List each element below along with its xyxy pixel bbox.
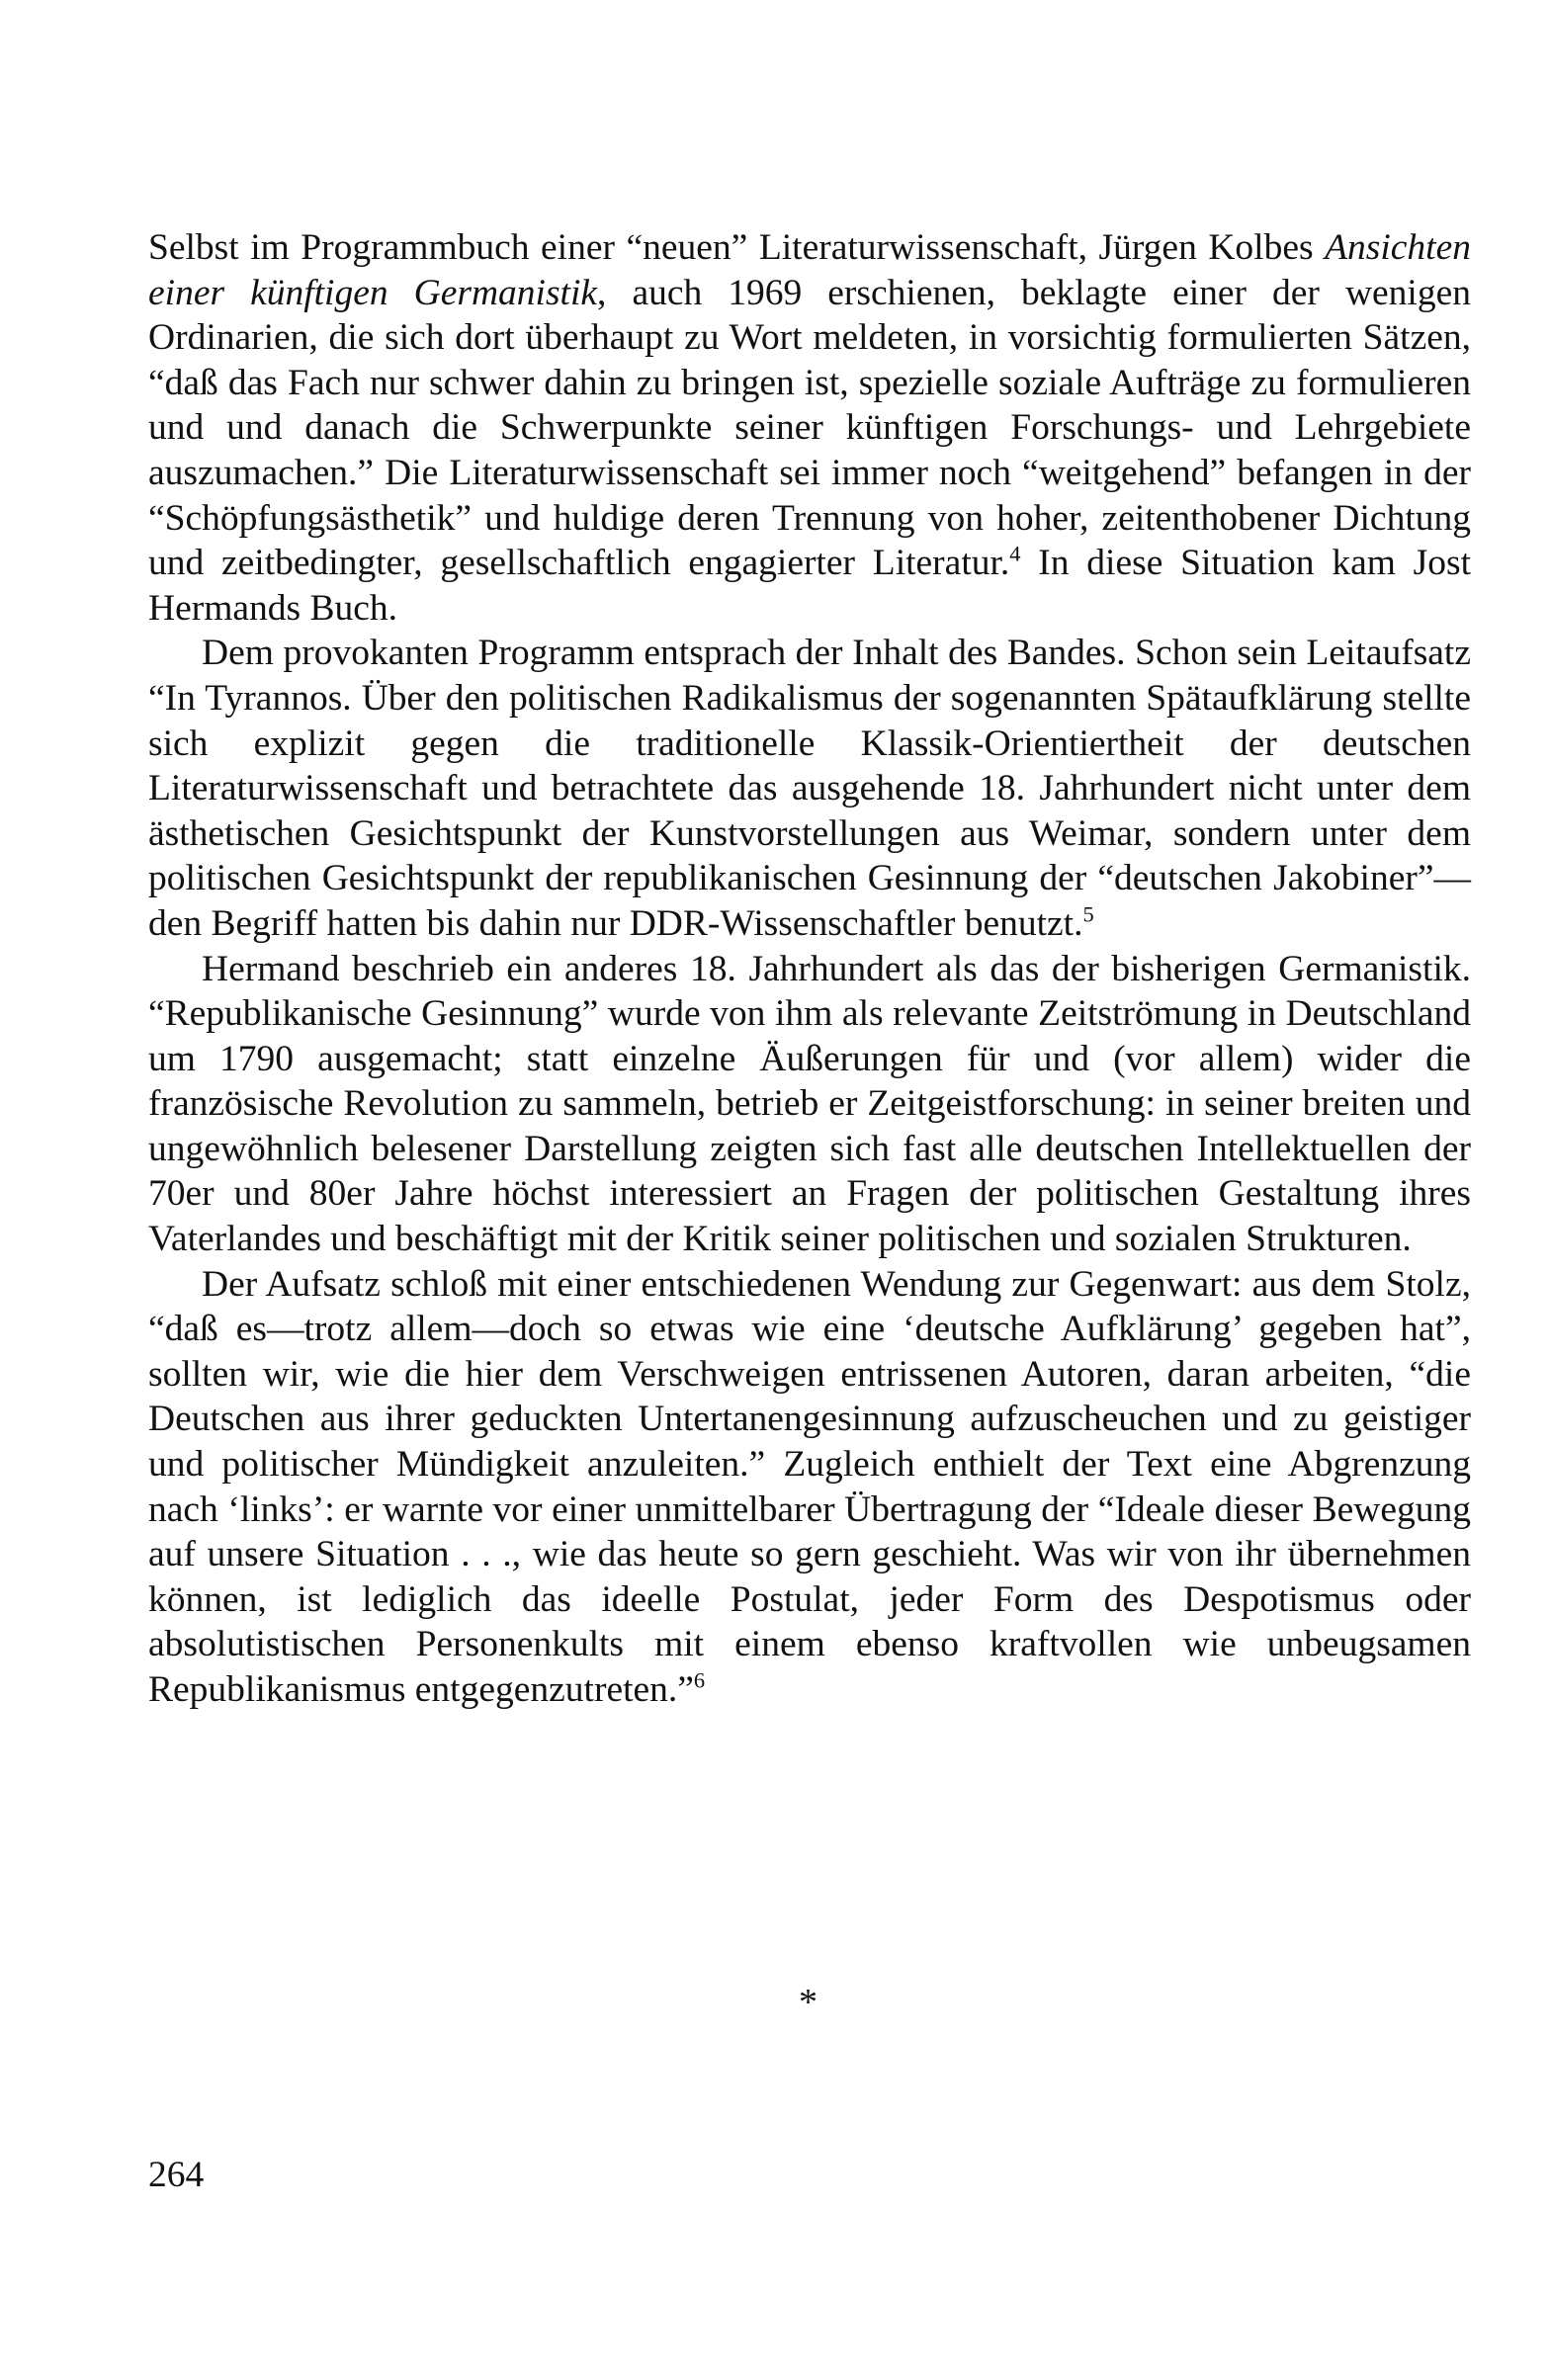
footnote-marker-6: 6: [693, 1667, 706, 1693]
footnote-marker-5: 5: [1082, 901, 1094, 927]
paragraph-1: [148, 225, 1471, 631]
paragraph-1-lead: Selbst im Programmbuch einer “neuen” Literaturwissenschaft, Jürgen Kolbes: [148, 227, 1326, 268]
paragraph-4: [148, 1262, 1471, 1713]
paragraph-1-text: , auch 1969 erschienen, beklagte einer der wenigen Ordinarien, die sich dort überhaupt zu Wort meldeten, in vorsichtig formulierten Sätzen, “daß das Fach nur schwer dahin zu bringen ist, spezielle soziale Aufträge zu formulieren und und danach die Schwerpunkte seiner künftigen Forschungs- und Lehrgebiete auszumachen.” Die Literaturwissenschaft sei immer noch “weitgehend” befangen in der “Schöpfungsästhetik” und huldige deren Trennung von hoher, zeitenthobener Dichtung und zeitbedingter, gesellschaftlich engagierter Literatur.: [148, 272, 1471, 584]
section-divider: *: [799, 1982, 818, 2023]
paragraph-2: [148, 631, 1471, 946]
page-number: 264: [148, 2155, 205, 2195]
footnote-marker-4: 4: [1009, 541, 1021, 566]
paragraph-1-tail: In diese Situation kam Jost Hermands Buch.: [148, 543, 1471, 629]
paragraph-2-text: Dem provokanten Programm entsprach der Inhalt des Bandes. Schon sein Leitaufsatz “In Tyrannos. Über den politischen Radikalismus der sogenannten Spätaufklärung stellte sich explizit gegen die traditionelle Klassik-Orientiertheit der deutschen Literaturwissenschaft und betrachtete das ausgehende 18. Jahrhundert nicht unter dem ästhetischen Gesichtspunkt der Kunstvorstellungen aus Weimar, sondern unter dem politischen Gesichtspunkt der republikanischen Gesinnung der “deutschen Jakobiner”—den Begriff hatten bis dahin nur DDR-Wissenschaftler benutzt.: [148, 633, 1471, 944]
paragraph-3: [148, 947, 1471, 1262]
body-text: [148, 225, 1471, 1713]
book-title: Ansichten einer künftigen Germanistik: [148, 227, 1471, 313]
paragraph-3-text: Hermand beschrieb ein anderes 18. Jahrhundert als das der bisherigen Germanistik. “Republikanische Gesinnung” wurde von ihm als relevante Zeitströmung in Deutschland um 1790 ausgemacht; statt einzelne Äußerungen für und (vor allem) wider die französische Revolution zu sammeln, betrieb er Zeitgeistforschung: in seiner breiten und ungewöhnlich belesener Darstellung zeigten sich fast alle deutschen Intellektuellen der 70er und 80er Jahre höchst interessiert an Fragen der politischen Gestaltung ihres Vaterlandes und beschäftigt mit der Kritik seiner politischen und sozialen Strukturen.: [148, 948, 1471, 1260]
paragraph-4-text: Der Aufsatz schloß mit einer entschiedenen Wendung zur Gegenwart: aus dem Stolz, “daß es—trotz allem—doch so etwas wie eine ‘deutsche Aufklärung’ gegeben hat”, sollten wir, wie die hier dem Verschweigen entrissenen Autoren, daran arbeiten, “die Deutschen aus ihrer geduckten Untertanengesinnung aufzuscheuchen und zu geistiger und politischer Mündigkeit anzuleiten.” Zugleich enthielt der Text eine Abgrenzung nach ‘links’: er warnte vor einer unmittelbarer Übertragung der “Ideale dieser Bewegung auf unsere Situation . . ., wie das heute so gern geschieht. Was wir von ihr übernehmen können, ist lediglich das ideelle Postulat, jeder Form des Despotismus oder absolutistischen Personenkults mit einem ebenso kraftvollen wie unbeugsamen Republikanismus entgegenzutreten.”: [148, 1263, 1471, 1710]
